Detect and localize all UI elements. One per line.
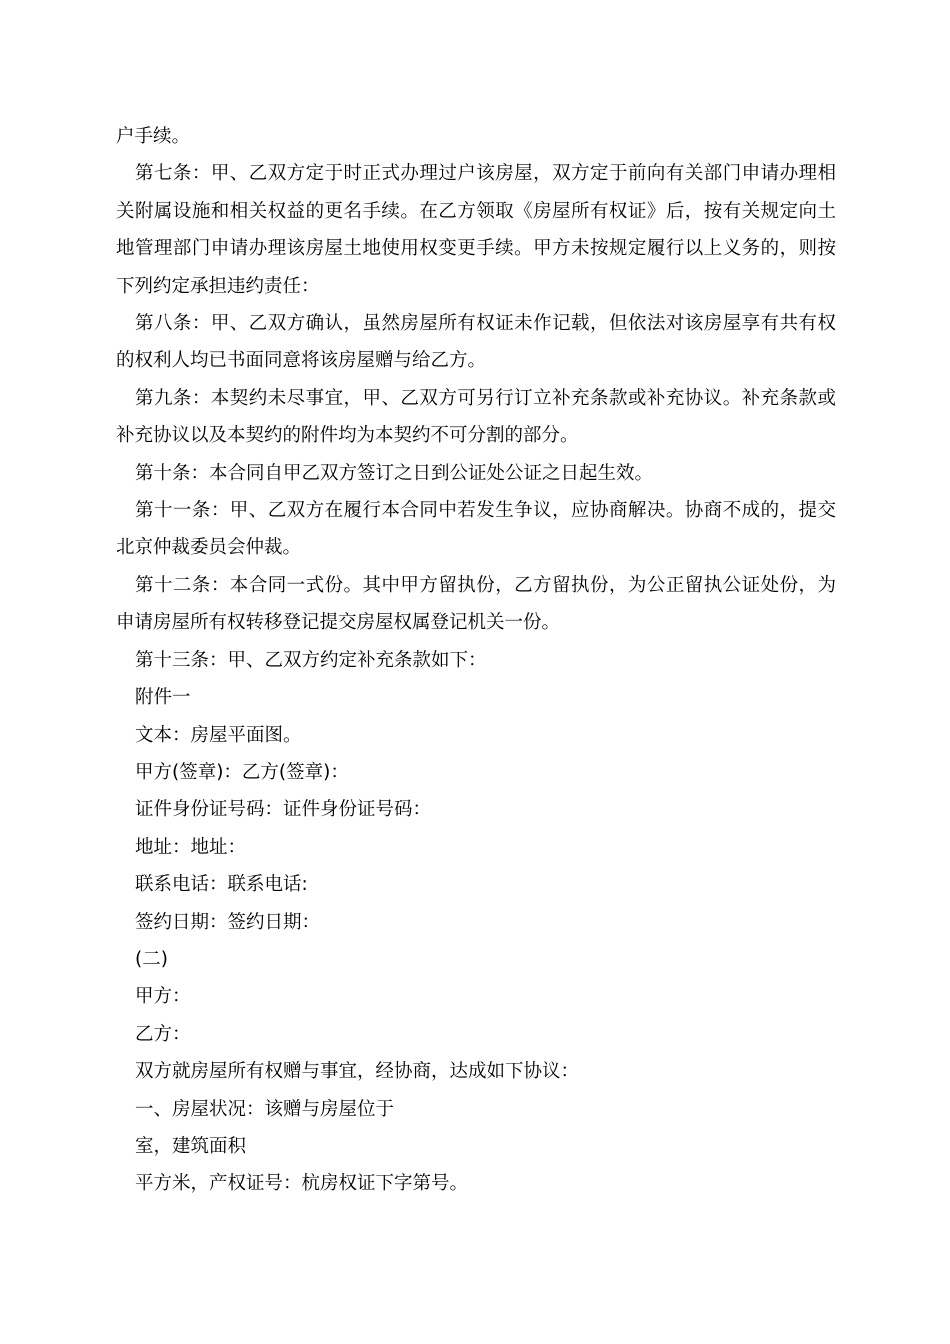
paragraph-continuation: 户手续。 [116,126,191,147]
agreement-intro: 双方就房屋所有权赠与事宜，经协商，达成如下协议： [135,1061,580,1083]
section-two-heading: (二) [135,948,168,970]
article-11: 第十一条：甲、乙双方在履行本合同中若发生争议，应协商解决。协商不成的，提交北京仲裁委员会仲裁。 [116,500,836,559]
certificate-number: 平方米，产权证号：杭房权证下字第号。 [135,1173,469,1195]
phone-line: 联系电话：联系电话: [135,874,308,896]
sign-date-line: 签约日期：签约日期： [135,911,321,933]
attachment-text: 文本：房屋平面图。 [135,724,302,746]
article-8: 第八条：甲、乙双方确认，虽然房屋所有权证未作记载，但依法对该房屋享有共有权的权利人均已书面同意将该房屋赠与给乙方。 [116,313,836,372]
address-line: 地址：地址： [135,836,247,858]
article-12: 第十二条：本合同一式份。其中甲方留执份，乙方留执份，为公正留执公证处份，为申请房屋所有权转移登记提交房屋权属登记机关一份。 [116,574,836,634]
article-7: 第七条：甲、乙双方定于时正式办理过户该房屋，双方定于前向有关部门申请办理相关附属设施和相关权益的更名手续。在乙方领取《房屋所有权证》后，按有关规定向土地管理部门申请办理该房屋土地使用权变更手续。甲方未按规定履行以上义务的，则按下列约定承担违约责任： [116,163,836,297]
document-body [116,118,836,1203]
signature-line: 甲方(签章)：乙方(签章)： [135,761,349,783]
building-area: 室，建筑面积 [135,1135,247,1157]
article-9: 第九条：本契约未尽事宜，甲、乙双方可另行订立补充条款或补充协议。补充条款或补充协议以及本契约的附件均为本契约不可分割的部分。 [116,387,836,447]
party-a-line: 甲方： [135,986,191,1008]
article-13: 第十三条：甲、乙双方约定补充条款如下： [135,649,487,671]
party-b-line: 乙方： [135,1023,191,1045]
property-status: 一、房屋状况：该赠与房屋位于 [135,1098,395,1120]
id-number-line: 证件身份证号码：证件身份证号码： [135,799,432,821]
article-10: 第十条：本合同自甲乙双方签订之日到公证处公证之日起生效。 [135,462,654,484]
attachment-heading: 附件一 [135,687,191,709]
